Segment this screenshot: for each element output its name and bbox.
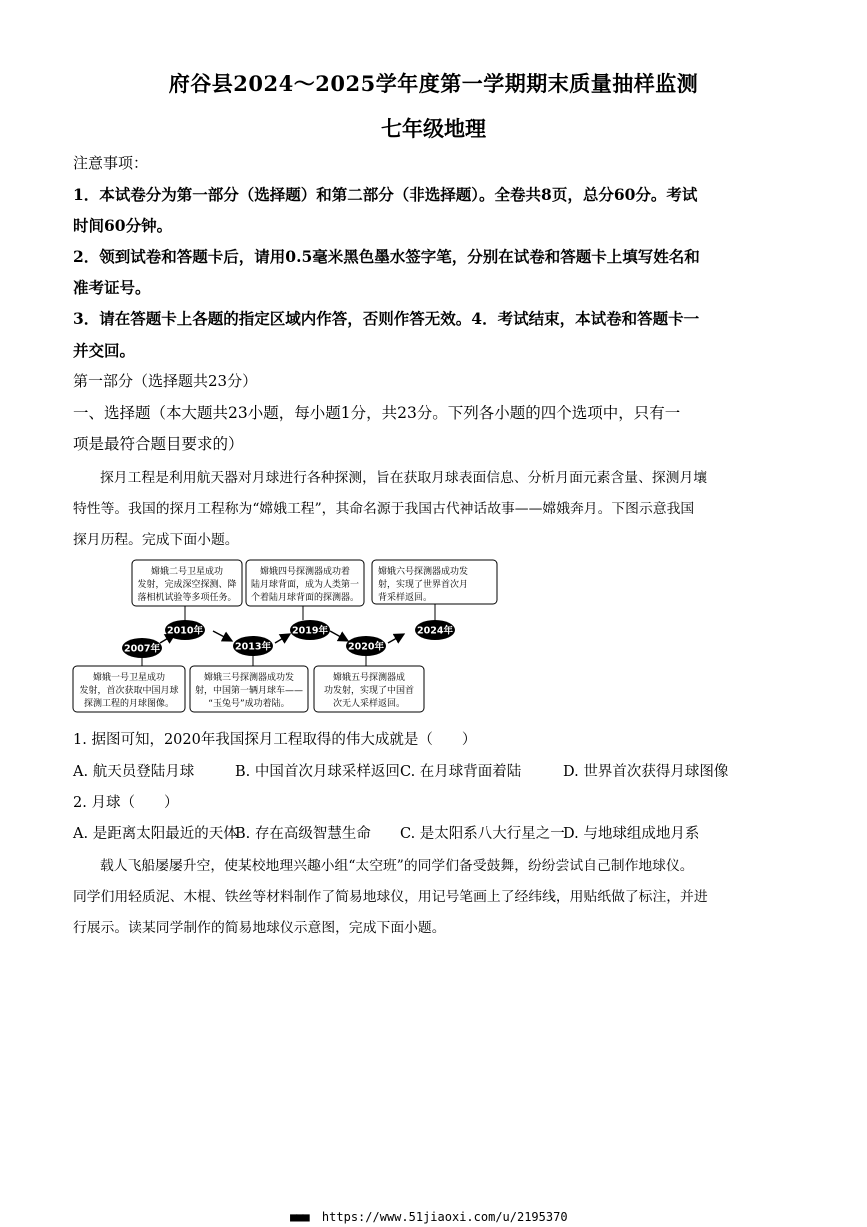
notice-heading: 注意事项： [73, 154, 149, 172]
box-text: 功发射，实现了中国首 [323, 686, 415, 696]
event-box-2024 [372, 560, 497, 604]
event-box-2013 [190, 666, 308, 712]
passage-2-line: 载人飞船屡屡升空，使某校地理兴趣小组“太空班”的同学们备受鼓舞，纷纷尝试自己制作地球仪。 [100, 858, 694, 874]
box-text: 射，实现了世界首次月 [378, 580, 469, 590]
box-text: 发射，完成深空探测、降 [137, 580, 237, 590]
year-label: 2019年 [292, 625, 328, 637]
year-label: 2007年 [124, 643, 160, 655]
notice-line: 2．领到试卷和答题卡后，请用0.5毫米黑色墨水签字笔，分别在试卷和答题卡上填写姓名和 [73, 247, 700, 266]
passage-1-line: 探月工程是利用航天器对月球进行各种探测，旨在获取月球表面信息、分析月面元素含量、探测月壤 [100, 470, 708, 486]
year-node-2007 [122, 638, 162, 658]
box-text: “玉兔号”成功着陆。 [208, 699, 290, 709]
box-text: 陆月球背面，成为人类第一 [250, 580, 360, 590]
year-label: 2020年 [348, 641, 384, 653]
part1-heading: 第一部分（选择题共23分） [73, 372, 258, 390]
question-2-option-b[interactable]: B. 存在高级智慧生命 [235, 826, 371, 842]
question-2-option-d[interactable]: D. 与地球组成地月系 [563, 826, 700, 842]
event-box-2019 [246, 560, 364, 606]
passage-2-line: 行展示。读某同学制作的简易地球仪示意图，完成下面小题。 [73, 920, 446, 936]
page-title: 府谷县2024～2025学年度第一学期期末质量抽样监测 [168, 71, 699, 96]
box-text: 嫦娥三号探测器成功发 [203, 673, 295, 683]
event-box-2010 [132, 560, 242, 606]
question-1-option-a[interactable]: A. 航天员登陆月球 [73, 764, 195, 780]
box-text: 次无人采样返回。 [332, 699, 406, 709]
section-instruction: 项是最符合题目要求的） [73, 435, 244, 453]
year-node-2010 [165, 620, 205, 640]
passage-1-line: 探月历程。完成下面小题。 [73, 532, 239, 548]
box-text: 落相机试验等多项任务。 [137, 593, 237, 603]
year-node-2024 [415, 620, 455, 640]
event-box-2020 [314, 666, 424, 712]
notice-line: 1．本试卷分为第一部分（选择题）和第二部分（非选择题）。全卷共8页，总分60分。考试 [73, 185, 698, 204]
box-text: 嫦娥四号探测器成功着 [259, 567, 351, 577]
year-node-2020 [346, 636, 386, 656]
passage-2-line: 同学们用轻质泥、木棍、铁丝等材料制作了简易地球仪，用记号笔画上了经纬线，用贴纸做了标注，并进 [73, 889, 708, 905]
passage-1-line: 特性等。我国的探月工程称为“嫦娥工程”，其命名源于我国古代神话故事——嫦娥奔月。下图示意我国 [73, 501, 695, 517]
year-node-2013 [233, 636, 273, 656]
box-text: 嫦娥六号探测器成功发 [378, 567, 469, 577]
event-box-2007 [73, 666, 185, 712]
year-label: 2013年 [235, 641, 271, 653]
question-1-option-d[interactable]: D. 世界首次获得月球图像 [563, 764, 729, 780]
notice-line: 并交回。 [73, 341, 136, 360]
box-text: 个着陆月球背面的探测器。 [250, 593, 360, 603]
footer-url[interactable]: https://www.51jiaoxi.com/u/2195370 [321, 1210, 568, 1224]
notice-line: 准考证号。 [73, 278, 151, 297]
box-text: 嫦娥一号卫星成功 [92, 673, 166, 683]
box-text: 探测工程的月球图像。 [83, 699, 175, 709]
box-text: 嫦娥五号探测器成 [332, 673, 406, 683]
year-node-2019 [290, 620, 330, 640]
box-text: 发射，首次获取中国月球 [79, 686, 179, 696]
notice-line: 时间60分钟。 [73, 216, 173, 235]
year-label: 2024年 [417, 625, 453, 637]
notice-line: 3．请在答题卡上各题的指定区域内作答，否则作答无效。4．考试结束，本试卷和答题卡一 [73, 309, 700, 328]
question-1-option-b[interactable]: B. 中国首次月球采样返回 [235, 764, 400, 780]
page-footer [290, 1210, 568, 1224]
box-text: 背采样返回。 [378, 593, 433, 603]
question-1-stem: 1. 据图可知，2020年我国探月工程取得的伟大成就是（ ） [73, 732, 477, 748]
year-label: 2010年 [167, 625, 203, 637]
box-text: 嫦娥二号卫星成功 [150, 567, 224, 577]
question-2-stem: 2. 月球（ ） [73, 795, 179, 811]
question-2-option-a[interactable]: A. 是距离太阳最近的天体 [73, 826, 238, 842]
lunar-exploration-diagram [70, 558, 510, 718]
question-2-option-c[interactable]: C. 是太阳系八大行星之一 [400, 826, 565, 842]
page-subtitle: 七年级地理 [381, 116, 486, 141]
box-text: 射，中国第一辆月球车—— [194, 686, 304, 696]
section-instruction: 一、选择题（本大题共23小题，每小题1分，共23分。下列各小题的四个选项中，只有一 [73, 404, 681, 422]
question-1-option-c[interactable]: C. 在月球背面着陆 [400, 764, 522, 780]
footer-marks: ■■■ [290, 1210, 309, 1224]
